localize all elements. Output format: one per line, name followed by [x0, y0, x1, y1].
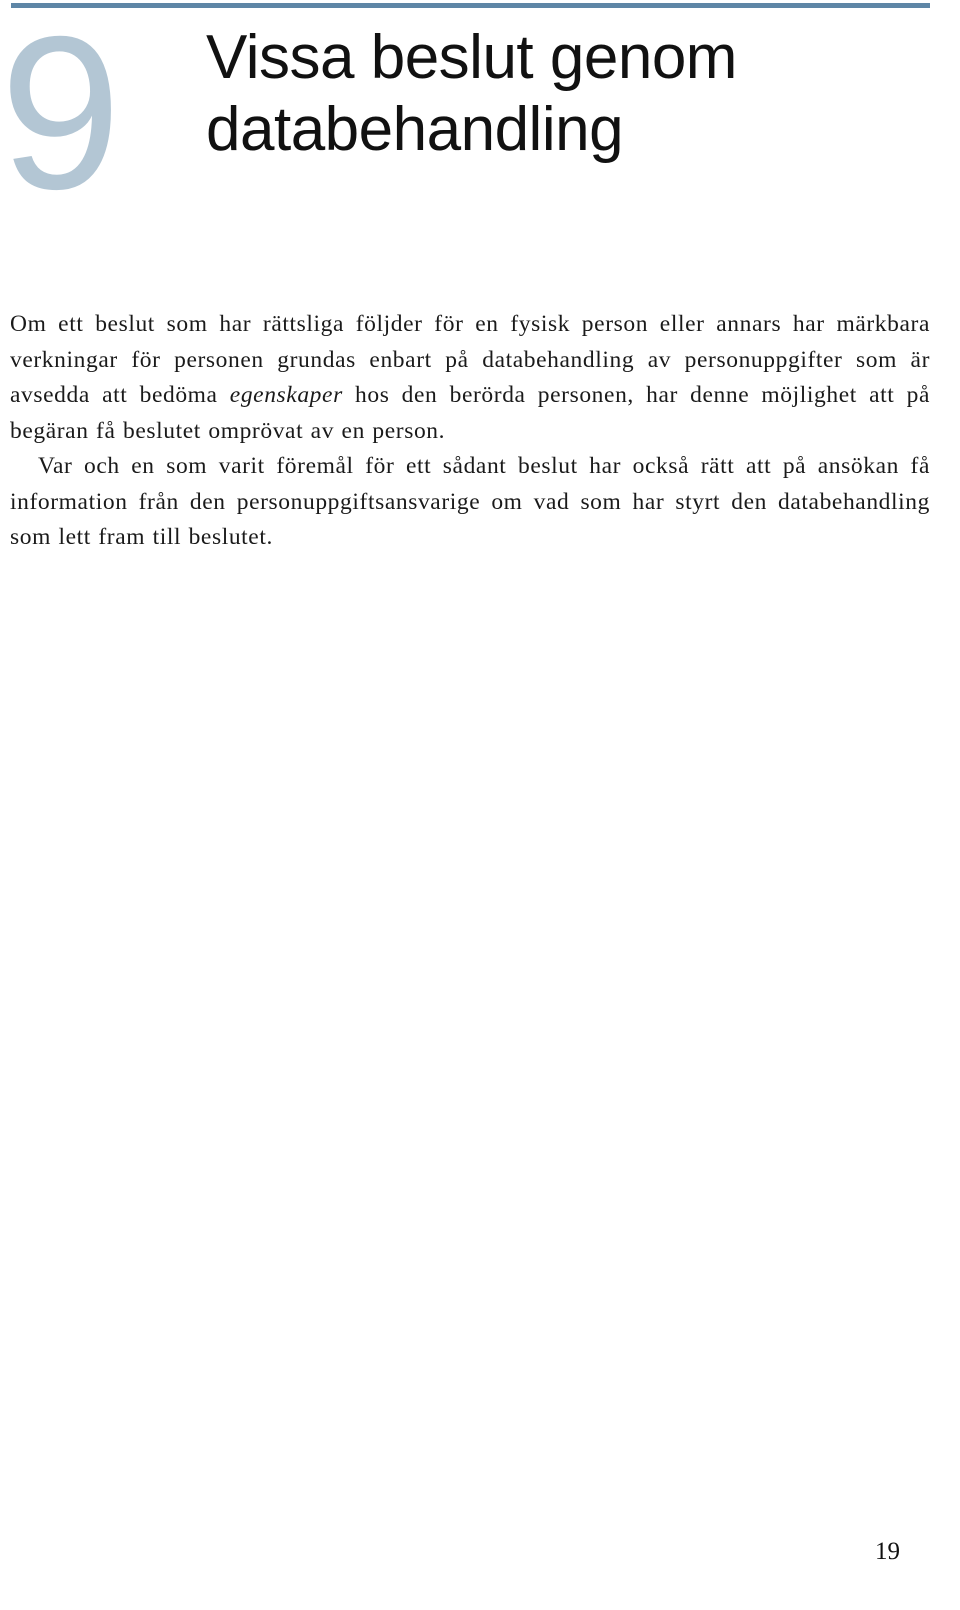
- paragraph-2: Var och en som varit föremål för ett sådant beslut har också rätt att på ansökan få information från den personuppgiftsansvarige om vad som har styrt den databehandling som lett fram till beslutet.: [10, 453, 930, 550]
- chapter-number: 9: [0, 0, 118, 235]
- body-text: [10, 307, 930, 556]
- top-rule: [11, 3, 930, 8]
- paragraph-1-start: Om ett beslut som har rättsliga följder för en fysisk person eller annars har märkbara verkningar för personen grundas enbart på databehandling av personuppgifter som är avsedda att bedöma: [10, 311, 930, 408]
- chapter-title: Vissa beslut genom databehandling: [206, 23, 737, 164]
- paragraph-1-end: hos den berörda personen, har denne möjlighet att på begäran få beslutet omprövat av en person.: [10, 382, 930, 444]
- paragraph-1: [10, 307, 930, 449]
- page-number: 19: [875, 1538, 900, 1565]
- emphasis-term: egenskaper: [229, 382, 343, 408]
